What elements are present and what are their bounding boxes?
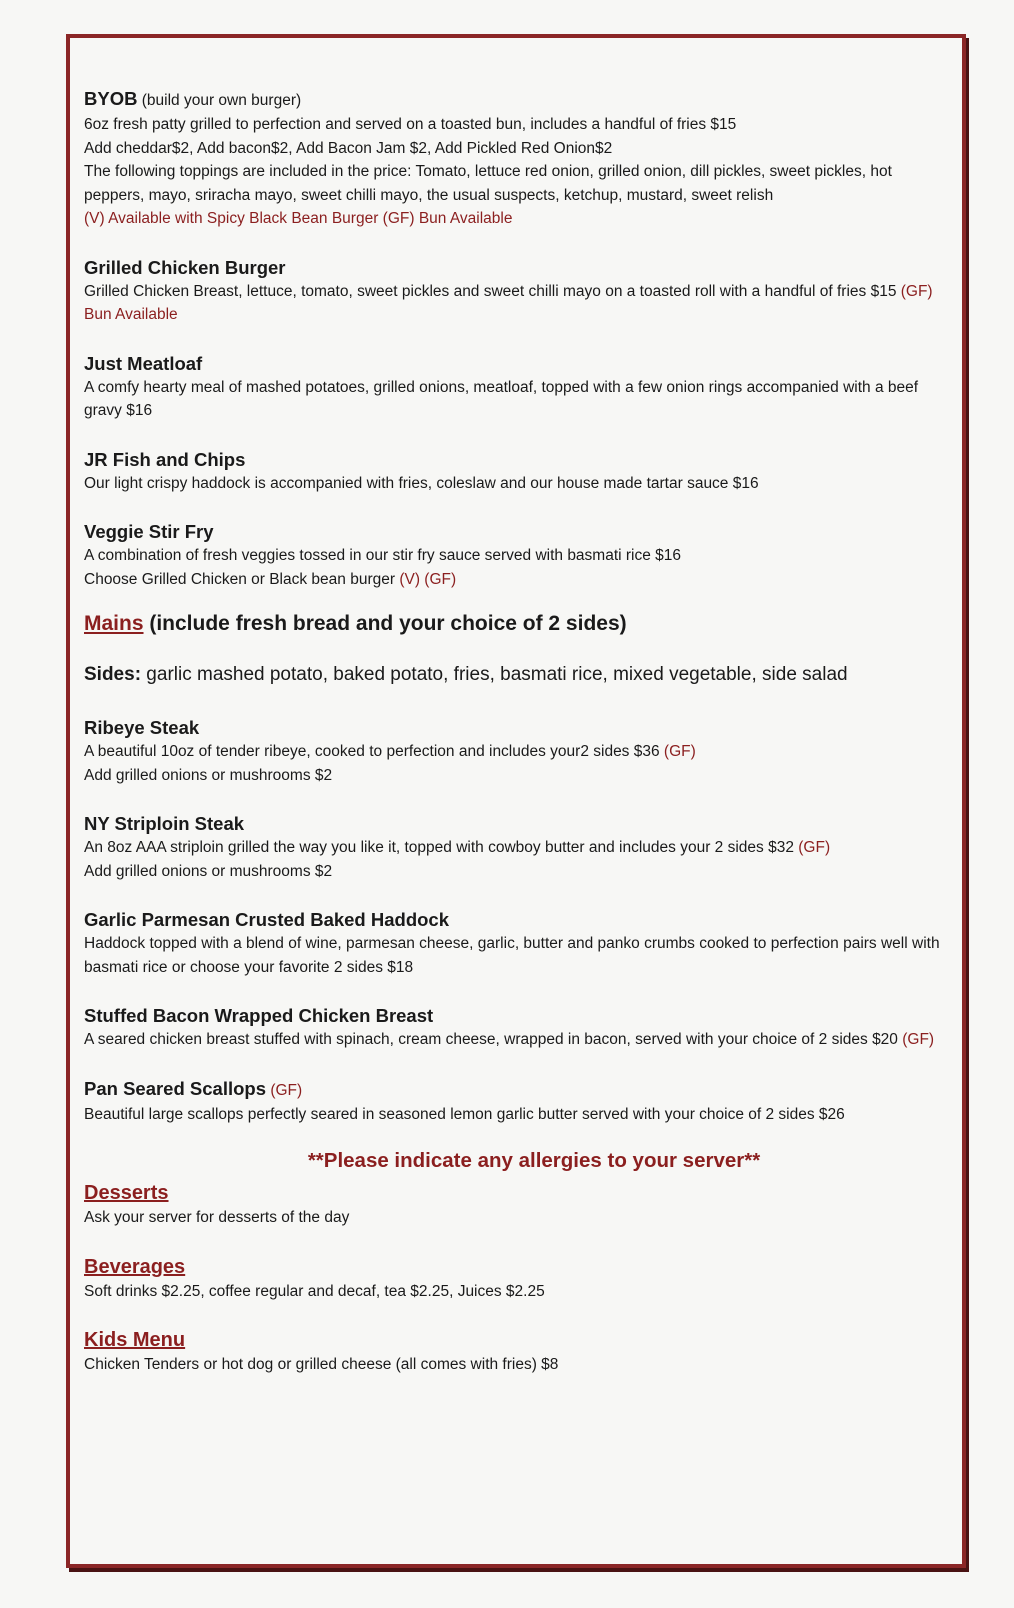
item-options bbox=[84, 568, 954, 592]
kids-menu-desc: Chicken Tenders or hot dog or grilled cheese (all comes with fries) $8 bbox=[84, 1356, 559, 1373]
kids-menu-title: Kids Menu bbox=[84, 1329, 186, 1351]
sides-text: garlic mashed potato, baked potato, fries, basmati rice, mixed vegetable, side salad bbox=[141, 664, 848, 685]
item-name: Just Meatloaf bbox=[84, 352, 203, 374]
sides-label: Sides: bbox=[84, 664, 142, 685]
item-options-text: Choose Grilled Chicken or Black bean burger bbox=[84, 570, 396, 588]
item-title: Pan Seared Scallops bbox=[84, 1077, 267, 1099]
item-description: Our light crispy haddock is accompanied with fries, coleslaw and our house made tartar sauce $16 bbox=[84, 474, 759, 492]
item-name: NY Striploin Steak bbox=[84, 813, 245, 834]
desserts-section bbox=[84, 1180, 954, 1230]
mains-title: Mains bbox=[84, 612, 144, 635]
item-desc-text: Grilled Chicken Breast, lettuce, tomato, sweet pickles and sweet chilli mayo on a toasted roll with a handful of fries $15 bbox=[84, 282, 897, 300]
desserts-title: Desserts bbox=[84, 1182, 169, 1204]
item-desc-text: An 8oz AAA striploin grilled the way you like it, topped with cowboy butter and includes your 2 sides $32 bbox=[84, 839, 794, 856]
item-description: Haddock topped with a blend of wine, parmesan cheese, garlic, butter and panko crumbs cooked to perfection pairs well with basmati rice or choose your favorite 2 sides $18 bbox=[84, 935, 940, 976]
item-dietary-note: (GF) bbox=[897, 1031, 935, 1048]
menu-item-parmesan-haddock bbox=[84, 907, 954, 979]
menu-item-ribeye bbox=[84, 715, 954, 787]
item-dietary-note: (V) (GF) bbox=[395, 570, 457, 588]
item-dietary-note: (GF) bbox=[266, 1081, 303, 1099]
menu-item-fish-and-chips bbox=[84, 447, 954, 496]
beverages-desc: Soft drinks $2.25, coffee regular and decaf, tea $2.25, Juices $2.25 bbox=[84, 1282, 545, 1300]
beverages-section bbox=[84, 1254, 954, 1304]
allergy-notice: **Please indicate any allergies to your server** bbox=[307, 1149, 761, 1172]
item-dietary-note: (V) Available with Spicy Black Bean Burger (GF) Bun Available bbox=[84, 210, 513, 227]
item-description: A comfy hearty meal of mashed potatoes, grilled onions, meatloaf, topped with a few onion rings accompanied with a beef gravy $16 bbox=[84, 378, 919, 419]
item-description bbox=[84, 740, 954, 764]
item-dietary-note: (GF) bbox=[659, 743, 696, 760]
item-description bbox=[84, 1028, 954, 1052]
item-name: Ribeye Steak bbox=[84, 717, 200, 738]
item-toppings: The following toppings are included in the price: Tomato, lettuce red onion, grilled onion, dill pickles, sweet pickles, hot peppers, mayo, sriracha mayo, sweet chilli mayo, the usual suspects, ketchup, mustard, sweet relish bbox=[84, 163, 892, 204]
item-dietary-note: (GF) Bun Available bbox=[84, 282, 933, 323]
menu-item-ny-striploin bbox=[84, 811, 954, 883]
item-subtitle: (build your own burger) bbox=[137, 92, 302, 109]
item-description bbox=[84, 836, 954, 860]
item-name: JR Fish and Chips bbox=[84, 448, 246, 470]
item-name: Veggie Stir Fry bbox=[84, 521, 214, 542]
menu-item-stuffed-chicken bbox=[84, 1003, 954, 1052]
item-description: Beautiful large scallops perfectly seared in seasoned lemon garlic butter served with your choice of 2 sides $26 bbox=[84, 1105, 845, 1123]
menu-item-scallops bbox=[84, 1076, 954, 1127]
item-desc-text: A seared chicken breast stuffed with spinach, cream cheese, wrapped in bacon, served with your choice of 2 sides $20 bbox=[84, 1031, 898, 1048]
item-name: Garlic Parmesan Crusted Baked Haddock bbox=[84, 909, 450, 930]
mains-heading bbox=[84, 609, 954, 639]
item-name: Stuffed Bacon Wrapped Chicken Breast bbox=[84, 1005, 434, 1026]
mains-subtitle: (include fresh bread and your choice of 2 sides) bbox=[143, 612, 627, 635]
item-dietary-note: (GF) bbox=[793, 839, 831, 856]
kids-menu-section bbox=[84, 1327, 954, 1377]
menu-item-meatloaf bbox=[84, 351, 954, 423]
menu-item-veggie-stir-fry bbox=[84, 519, 954, 591]
menu-content bbox=[84, 86, 954, 1377]
menu-item-byob bbox=[84, 86, 954, 231]
beverages-title: Beverages bbox=[84, 1255, 186, 1278]
sides-line bbox=[84, 661, 954, 689]
desserts-desc: Ask your server for desserts of the day bbox=[84, 1209, 350, 1226]
item-addons: Add cheddar$2, Add bacon$2, Add Bacon Jam $2, Add Pickled Red Onion$2 bbox=[84, 139, 613, 157]
item-name: Grilled Chicken Burger bbox=[84, 256, 286, 278]
item-addon: Add grilled onions or mushrooms $2 bbox=[84, 766, 333, 784]
item-desc-text: A beautiful 10oz of tender ribeye, cooked to perfection and includes your2 sides $36 bbox=[84, 743, 660, 760]
item-name bbox=[84, 86, 954, 113]
item-name bbox=[84, 1076, 954, 1103]
menu-item-grilled-chicken-burger bbox=[84, 255, 954, 327]
item-description: 6oz fresh patty grilled to perfection and served on a toasted bun, includes a handful of fries $15 bbox=[84, 116, 737, 133]
item-description bbox=[84, 280, 954, 327]
item-description: A combination of fresh veggies tossed in our stir fry sauce served with basmati rice $16 bbox=[84, 547, 682, 564]
item-addon: Add grilled onions or mushrooms $2 bbox=[84, 862, 333, 880]
item-title: BYOB bbox=[84, 88, 138, 109]
